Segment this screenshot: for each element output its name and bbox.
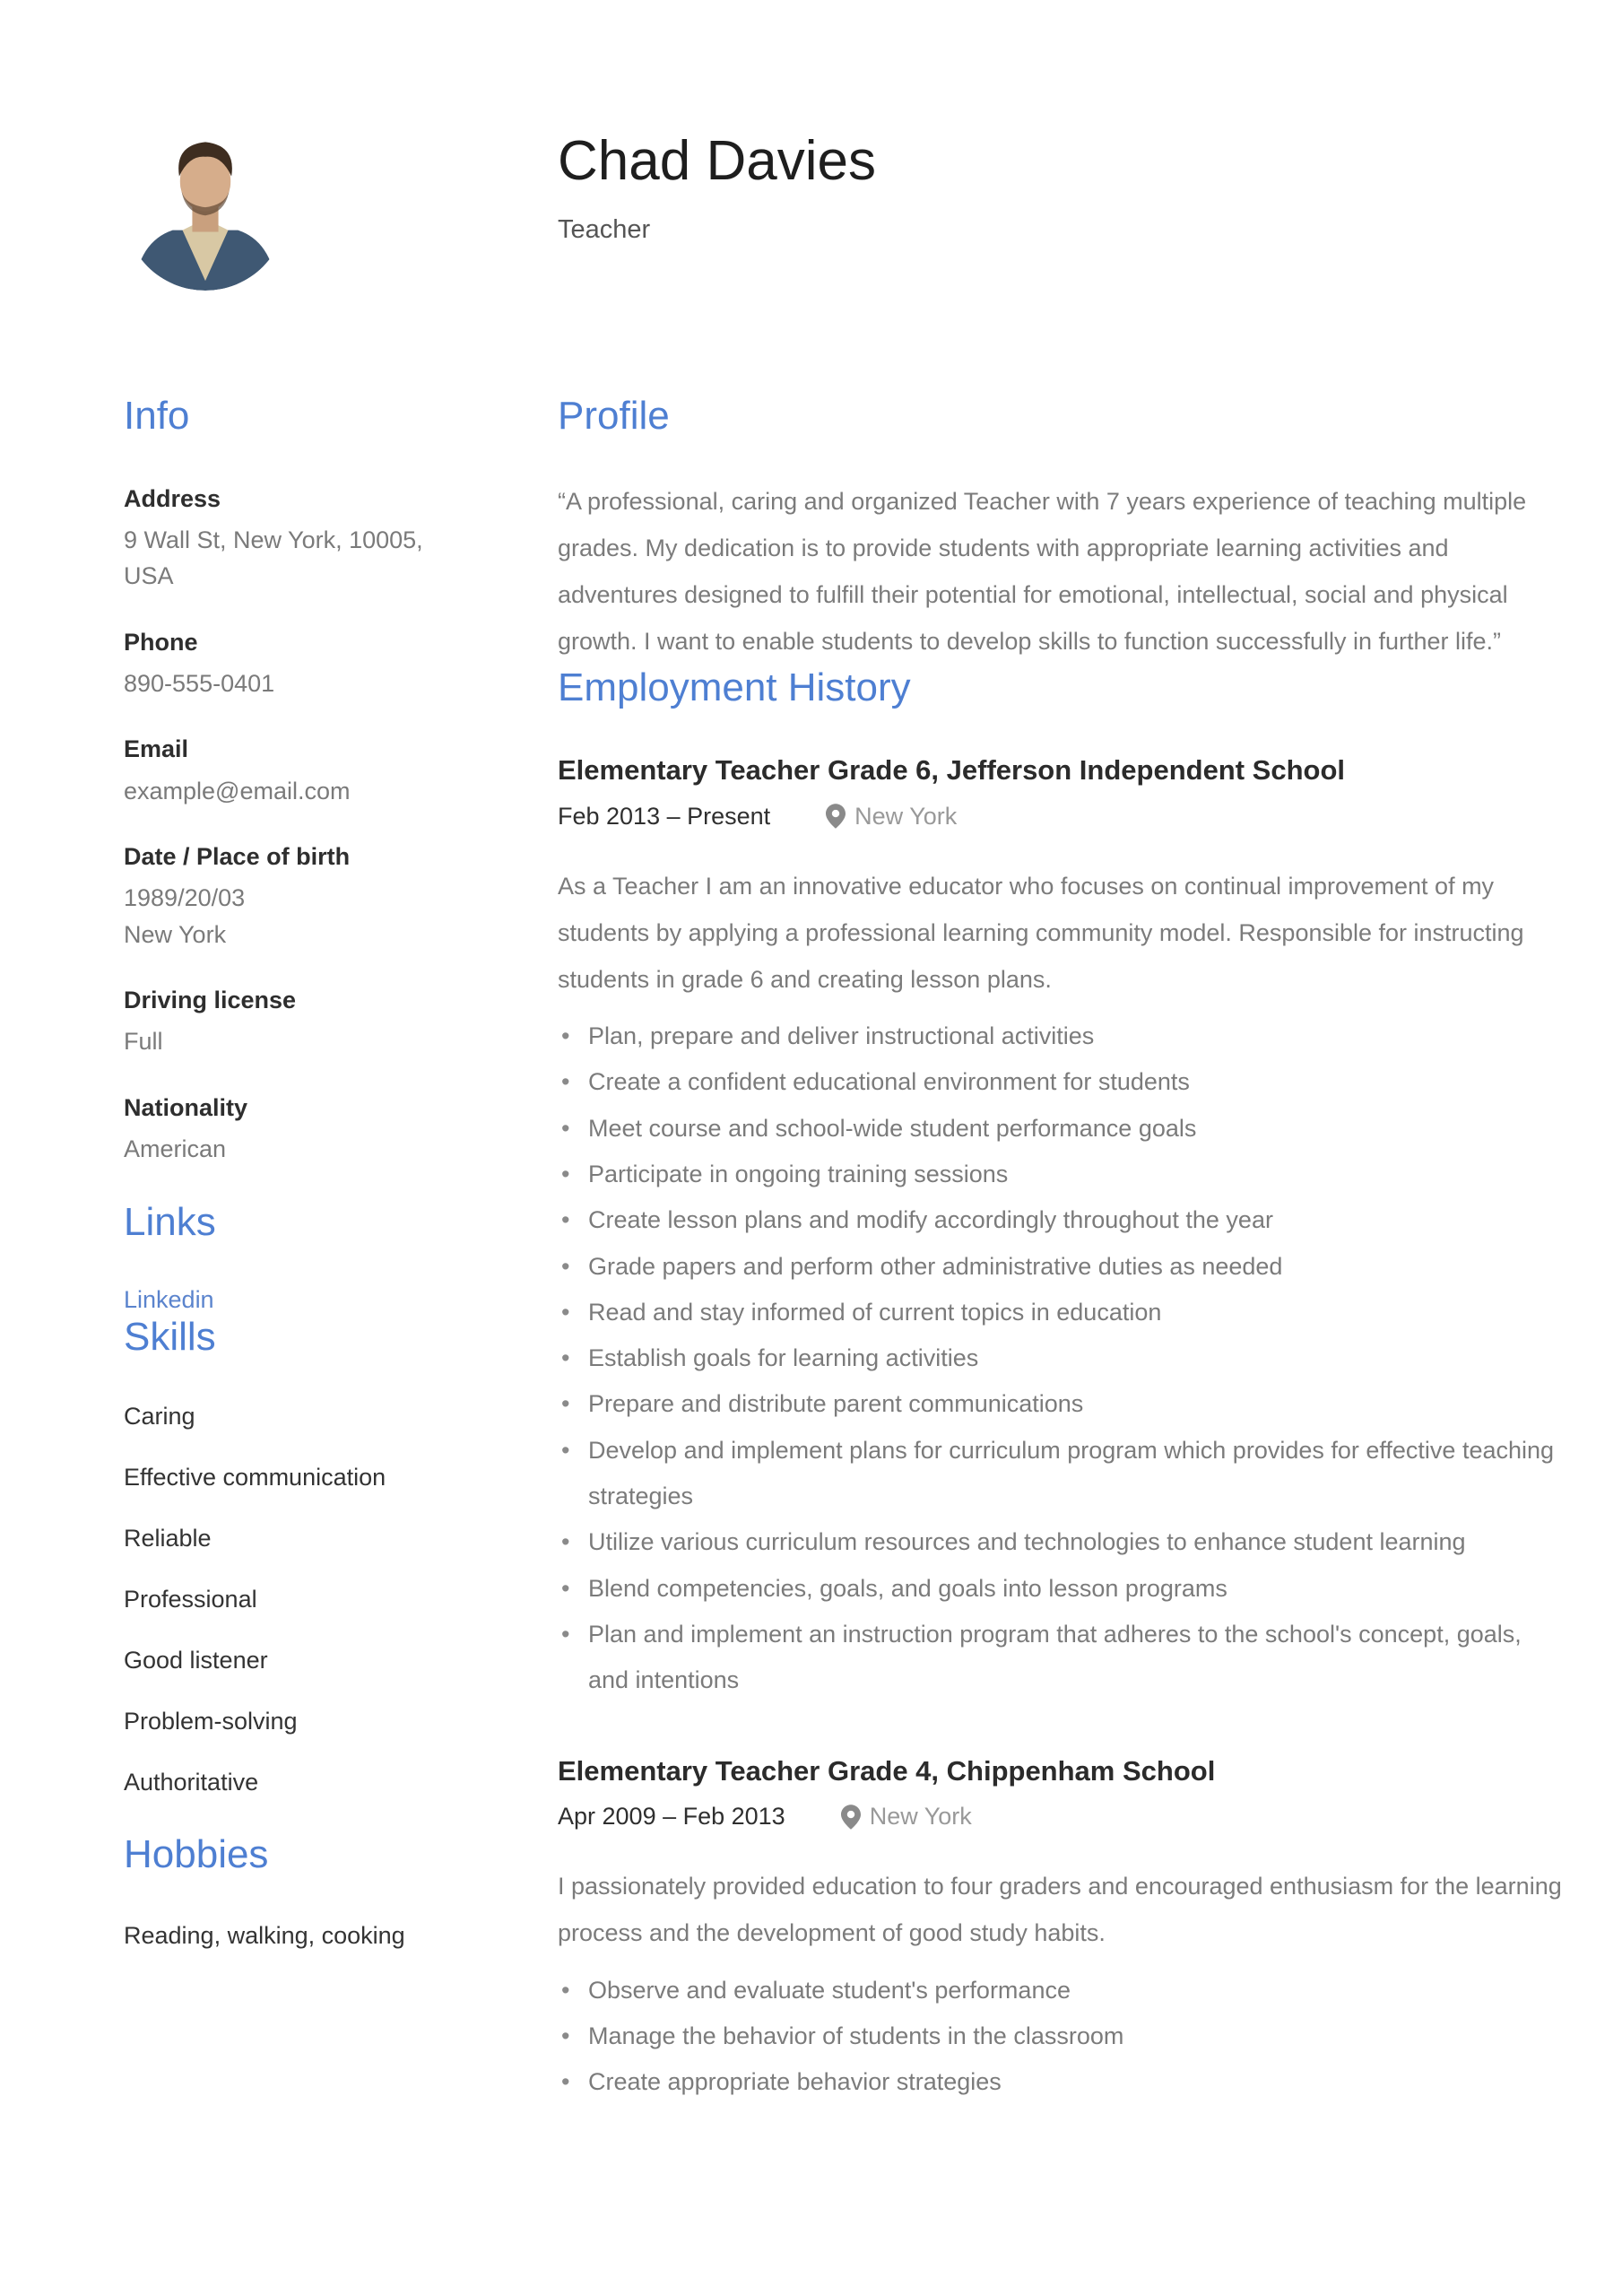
profile-text: “A professional, caring and organized Teacher with 7 years experience of teaching multiple grades. My dedication is to provide students with appropriate learning activities and adventures designed to fulfill their potential for emotional, intellectual, social and physical growth. I want to enable students to develop skills to function successfully in further life.” (558, 487, 1527, 656)
profile-photo (124, 127, 287, 291)
job-location-text: New York (869, 1803, 972, 1831)
bullet-item: • Create lesson plans and modify accordingly throughout the year (558, 1197, 1562, 1243)
job-dates: Feb 2013 – Present (558, 802, 771, 830)
bullet-item: • Read and stay informed of current topics in education (558, 1290, 1562, 1335)
page-title: Chad Davies (558, 130, 876, 192)
skill-item: Authoritative (124, 1768, 259, 1796)
info-heading: Info (124, 394, 190, 438)
bullet-item: • Meet course and school-wide student performance goals (558, 1106, 1562, 1152)
bullet-item: • Blend competencies, goals, and goals into lesson programs (558, 1566, 1562, 1612)
profile-heading: Profile (558, 394, 670, 438)
bullet-item: • Observe and evaluate student's performance (558, 1968, 1562, 2013)
bullet-item: • Manage the behavior of students in the classroom (558, 2013, 1562, 2059)
bullet-item: • Create a confident educational environment for students (558, 1059, 1562, 1105)
bullet-item: • Plan and implement an instruction program that adheres to the school's concept, goals, and intentions (558, 1612, 1562, 1704)
skill-item: Problem-solving (124, 1707, 298, 1735)
location-pin-icon (841, 1805, 861, 1830)
info-value: 1989/20/03 (124, 884, 246, 912)
info-value: American (124, 1135, 227, 1162)
job-duties-list (558, 1968, 1562, 2106)
info-field-driving-license (124, 985, 518, 1060)
info-field-phone (124, 627, 518, 702)
info-value: 9 Wall St, New York, 10005, (124, 526, 423, 553)
job-subtitle: Teacher (558, 215, 651, 245)
bullet-item: • Grade papers and perform other administrative duties as needed (558, 1244, 1562, 1290)
skill-item: Good listener (124, 1646, 268, 1674)
info-field-email (124, 734, 518, 809)
location-pin-icon (826, 804, 846, 829)
info-label: Address (124, 484, 221, 512)
job-entry-grade6 (558, 753, 1562, 1704)
job-dates: Apr 2009 – Feb 2013 (558, 1803, 785, 1831)
info-field-birth (124, 841, 518, 952)
job-summary: As a Teacher I am an innovative educator who focuses on continual improvement of my students by applying a professional learning community model. Responsible for instructing students in grade 6 and creating lesson plans. (558, 872, 1524, 993)
employment-history-heading: Employment History (558, 665, 911, 710)
bullet-item: • Utilize various curriculum resources and technologies to enhance student learning (558, 1519, 1562, 1565)
bullet-item: • Prepare and distribute parent communications (558, 1381, 1562, 1427)
skill-item: Effective communication (124, 1463, 386, 1491)
skill-item: Professional (124, 1585, 257, 1613)
skills-heading: Skills (124, 1315, 216, 1360)
job-location-text: New York (854, 802, 958, 830)
info-label: Phone (124, 628, 198, 656)
info-value: USA (124, 562, 174, 590)
skill-item: Caring (124, 1402, 195, 1430)
bullet-item: • Plan, prepare and deliver instructional activities (558, 1013, 1562, 1059)
hobbies-text: Reading, walking, cooking (124, 1921, 405, 1949)
info-label: Email (124, 735, 189, 763)
hobbies-heading: Hobbies (124, 1831, 269, 1876)
bullet-item: • Create appropriate behavior strategies (558, 2059, 1562, 2105)
job-location (841, 1803, 972, 1831)
info-label: Driving license (124, 987, 297, 1014)
bullet-item: • Establish goals for learning activities (558, 1335, 1562, 1381)
job-meta (558, 803, 1562, 831)
header (558, 131, 876, 245)
linkedin-link[interactable]: Linkedin (124, 1286, 214, 1314)
person-portrait-icon (124, 127, 287, 291)
skill-item: Reliable (124, 1524, 212, 1552)
info-fields (124, 483, 518, 1168)
job-title: Elementary Teacher Grade 6, Jefferson Independent School (558, 754, 1346, 787)
job-summary: I passionately provided education to four graders and encouraged enthusiasm for the learning process and the development of good study habits. (558, 1873, 1562, 1947)
job-title: Elementary Teacher Grade 4, Chippenham School (558, 1754, 1216, 1787)
info-label: Nationality (124, 1093, 248, 1121)
job-duties-list (558, 1013, 1562, 1703)
left-column (124, 393, 518, 1950)
info-value: New York (124, 920, 227, 948)
info-value: example@email.com (124, 777, 351, 804)
job-meta (558, 1803, 1562, 1831)
bullet-item: • Develop and implement plans for curriculum program which provides for effective teaching strategies (558, 1428, 1562, 1520)
right-column (558, 393, 1562, 2105)
info-value: 890-555-0401 (124, 669, 275, 697)
info-value: Full (124, 1028, 163, 1056)
info-field-address (124, 483, 518, 595)
info-label: Date / Place of birth (124, 843, 351, 871)
bullet-item: • Participate in ongoing training sessions (558, 1152, 1562, 1197)
links-heading: Links (124, 1200, 216, 1245)
job-location (826, 803, 957, 831)
skills-list (124, 1402, 518, 1796)
job-entry-grade4 (558, 1754, 1562, 2106)
info-field-nationality (124, 1092, 518, 1168)
